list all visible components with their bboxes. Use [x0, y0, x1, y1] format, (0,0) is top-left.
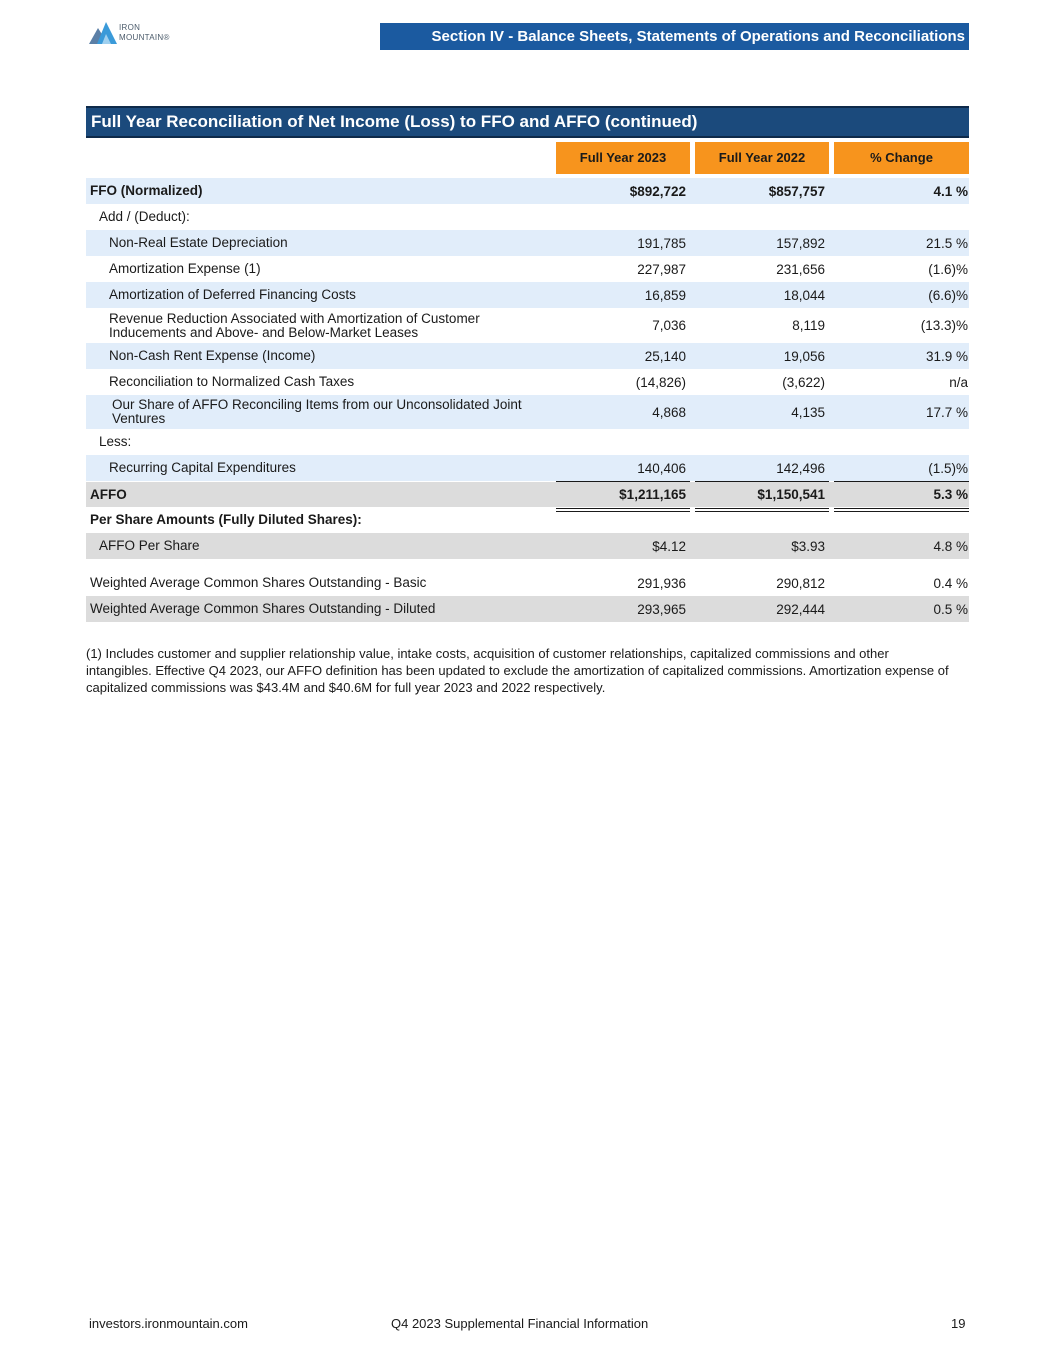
- row-label: Weighted Average Common Shares Outstanding - Diluted: [90, 601, 436, 616]
- value-pct-change: (1.5)%: [928, 460, 968, 476]
- row-label: Amortization of Deferred Financing Costs: [109, 287, 356, 302]
- section-banner: Section IV - Balance Sheets, Statements of Operations and Reconciliations: [380, 23, 969, 50]
- row-label: AFFO Per Share: [99, 538, 200, 553]
- value-fy2023: 293,965: [637, 601, 686, 617]
- table-row-ffo-normalized: [86, 178, 969, 204]
- value-pct-change: (6.6)%: [928, 287, 968, 303]
- row-label: Add / (Deduct):: [99, 209, 190, 224]
- table-row: [86, 230, 969, 256]
- value-pct-change: 17.7 %: [925, 404, 968, 420]
- table-row: [86, 369, 969, 395]
- value-fy2022: 292,444: [776, 601, 825, 617]
- value-fy2022: 4,135: [791, 404, 825, 420]
- table-row: [86, 256, 969, 282]
- row-label-line1: Our Share of AFFO Reconciling Items from our Unconsolidated Joint: [112, 397, 522, 412]
- table-row-per-share-heading: [86, 507, 969, 533]
- row-label: [112, 395, 522, 429]
- value-fy2022: $3.93: [791, 538, 825, 554]
- value-pct-change: n/a: [949, 374, 968, 390]
- value-pct-change: 4.1 %: [933, 183, 968, 199]
- logo-wordmark: [119, 23, 170, 43]
- value-fy2022: $1,150,541: [757, 487, 825, 502]
- logo-line1: IRON: [119, 23, 141, 32]
- column-header-fy2023: Full Year 2023: [556, 142, 690, 174]
- value-fy2022: (3,622): [782, 374, 825, 390]
- value-fy2023: $1,211,165: [619, 487, 686, 502]
- value-fy2022: 142,496: [776, 460, 825, 476]
- row-label: [109, 308, 480, 343]
- logo-line2: MOUNTAIN®: [119, 33, 170, 42]
- table-row-shares-diluted: [86, 596, 969, 622]
- footer-website: investors.ironmountain.com: [89, 1316, 248, 1331]
- value-fy2022: 8,119: [792, 318, 825, 333]
- value-pct-change: 31.9 %: [925, 348, 968, 364]
- row-label-line2: Ventures: [112, 411, 166, 426]
- table-row-affo: [86, 482, 969, 507]
- row-label: Non-Cash Rent Expense (Income): [109, 348, 316, 363]
- column-header-fy2022: Full Year 2022: [695, 142, 829, 174]
- row-label: FFO (Normalized): [90, 183, 203, 198]
- value-fy2023: 227,987: [637, 261, 686, 277]
- footnote: (1) Includes customer and supplier relationship value, intake costs, acquisition of customer relationships, capitalized commissions and other intangibles. Effective Q4 2023, our AFFO definition has been updated to exclude the amortization of capitalized commissions. Amortization expense of capitalized commissions was $43.4M and $40.6M for full year 2023 and 2022 respectively.: [86, 646, 949, 695]
- row-label: Weighted Average Common Shares Outstanding - Basic: [90, 575, 427, 590]
- value-pct-change: 5.3 %: [933, 487, 968, 502]
- value-fy2022: 231,656: [776, 261, 825, 277]
- row-label-line2: Inducements and Above- and Below-Market Leases: [109, 324, 419, 340]
- value-fy2022: 19,056: [783, 348, 825, 364]
- table-row: [86, 455, 969, 481]
- mountain-logo-icon: [89, 22, 117, 44]
- row-label: Amortization Expense (1): [109, 261, 261, 276]
- row-label: Reconciliation to Normalized Cash Taxes: [109, 374, 355, 389]
- value-fy2022: $857,757: [768, 183, 825, 199]
- value-pct-change: 21.5 %: [925, 235, 968, 251]
- value-pct-change: (13.3)%: [920, 318, 968, 333]
- row-label: Per Share Amounts (Fully Diluted Shares):: [90, 512, 362, 527]
- value-fy2023: $4.12: [652, 538, 686, 554]
- value-pct-change: (1.6)%: [928, 261, 968, 277]
- table-row: [86, 282, 969, 308]
- value-fy2023: 16,859: [644, 287, 686, 303]
- row-label: Less:: [99, 434, 132, 449]
- row-label: Non-Real Estate Depreciation: [109, 235, 288, 250]
- column-header-pct-change: % Change: [834, 142, 969, 174]
- value-fy2022: 157,892: [776, 235, 825, 251]
- value-fy2023: 140,406: [637, 460, 686, 476]
- iron-mountain-logo: [89, 22, 189, 46]
- table-row-shares-basic: [86, 570, 969, 596]
- table-row-add-deduct: [86, 204, 969, 230]
- row-label: Recurring Capital Expenditures: [109, 460, 296, 475]
- value-fy2023: 7,036: [652, 318, 686, 333]
- page-number: 19: [951, 1316, 966, 1331]
- value-fy2023: 4,868: [652, 404, 686, 420]
- table-title: Full Year Reconciliation of Net Income (Loss) to FFO and AFFO (continued): [86, 106, 969, 138]
- table-row-affo-per-share: [86, 533, 969, 559]
- table-row: [86, 343, 969, 369]
- row-label-line1: Revenue Reduction Associated with Amortization of Customer: [109, 310, 480, 326]
- value-fy2023: 191,785: [637, 235, 686, 251]
- footer-doc-title: Q4 2023 Supplemental Financial Information: [391, 1316, 649, 1331]
- table-row: [86, 395, 969, 429]
- value-pct-change: 0.5 %: [933, 601, 968, 617]
- value-pct-change: 4.8 %: [933, 538, 968, 554]
- value-fy2023: (14,826): [635, 374, 686, 390]
- table-row: [86, 308, 969, 343]
- value-fy2023: 25,140: [644, 348, 686, 364]
- value-fy2022: 290,812: [776, 575, 825, 591]
- table-row-less: [86, 429, 969, 455]
- row-label: AFFO: [90, 486, 127, 502]
- value-fy2023: $892,722: [629, 183, 686, 199]
- value-fy2022: 18,044: [783, 287, 825, 303]
- value-pct-change: 0.4 %: [933, 575, 968, 591]
- value-fy2023: 291,936: [637, 575, 686, 591]
